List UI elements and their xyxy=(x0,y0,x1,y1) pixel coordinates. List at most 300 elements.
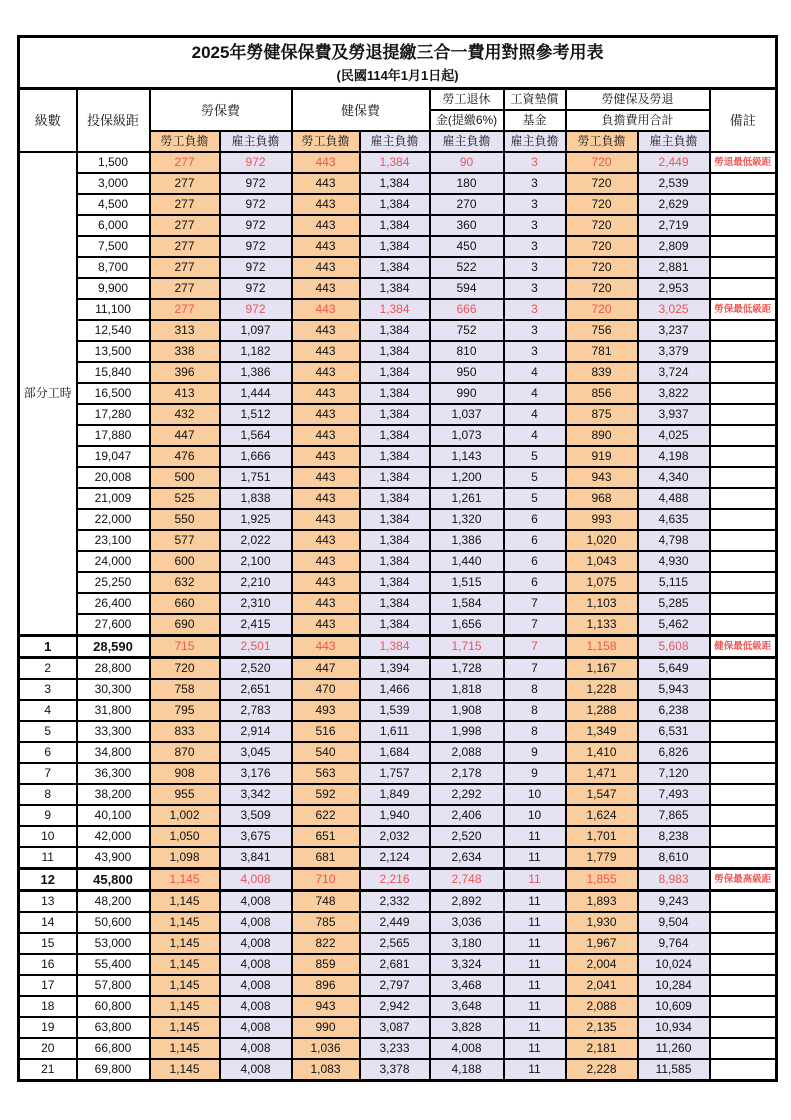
labor-employer-cell: 2,501 xyxy=(220,636,292,658)
wage-fund-employer-cell: 3 xyxy=(504,236,566,257)
subheader-wage-fund-employer: 雇主負擔 xyxy=(504,131,566,152)
bracket-cell: 63,800 xyxy=(77,1017,150,1038)
labor-employer-cell: 4,008 xyxy=(220,975,292,996)
total-employer-cell: 3,025 xyxy=(638,299,710,320)
wage-fund-employer-cell: 11 xyxy=(504,954,566,975)
total-worker-cell: 1,930 xyxy=(566,912,638,933)
total-worker-cell: 890 xyxy=(566,425,638,446)
remark-cell xyxy=(710,679,777,700)
pension-employer-cell: 1,073 xyxy=(430,425,504,446)
total-worker-cell: 1,967 xyxy=(566,933,638,954)
total-employer-cell: 3,822 xyxy=(638,383,710,404)
pension-employer-cell: 2,292 xyxy=(430,784,504,805)
bracket-cell: 42,000 xyxy=(77,826,150,847)
health-employer-cell: 1,394 xyxy=(360,658,430,680)
remark-cell xyxy=(710,891,777,913)
total-worker-cell: 720 xyxy=(566,173,638,194)
bracket-cell: 57,800 xyxy=(77,975,150,996)
wage-fund-employer-cell: 4 xyxy=(504,383,566,404)
pension-employer-cell: 450 xyxy=(430,236,504,257)
total-employer-cell: 4,488 xyxy=(638,488,710,509)
labor-worker-cell: 660 xyxy=(150,593,220,614)
bracket-cell: 16,500 xyxy=(77,383,150,404)
bracket-cell: 40,100 xyxy=(77,805,150,826)
wage-fund-employer-cell: 10 xyxy=(504,784,566,805)
wage-fund-employer-cell: 6 xyxy=(504,509,566,530)
pension-employer-cell: 950 xyxy=(430,362,504,383)
labor-worker-cell: 338 xyxy=(150,341,220,362)
bracket-cell: 4,500 xyxy=(77,194,150,215)
labor-worker-cell: 500 xyxy=(150,467,220,488)
labor-worker-cell: 1,145 xyxy=(150,1017,220,1038)
bracket-cell: 27,600 xyxy=(77,614,150,636)
labor-employer-cell: 2,651 xyxy=(220,679,292,700)
bracket-cell: 24,000 xyxy=(77,551,150,572)
total-worker-cell: 1,288 xyxy=(566,700,638,721)
bracket-cell: 7,500 xyxy=(77,236,150,257)
health-worker-cell: 443 xyxy=(292,383,360,404)
labor-worker-cell: 833 xyxy=(150,721,220,742)
wage-fund-employer-cell: 4 xyxy=(504,362,566,383)
remark-cell xyxy=(710,1059,777,1081)
health-employer-cell: 1,384 xyxy=(360,320,430,341)
labor-worker-cell: 1,145 xyxy=(150,933,220,954)
col-header-level: 級數 xyxy=(19,89,77,153)
table-row xyxy=(19,593,777,614)
health-worker-cell: 443 xyxy=(292,341,360,362)
health-worker-cell: 443 xyxy=(292,636,360,658)
health-employer-cell: 2,032 xyxy=(360,826,430,847)
wage-fund-employer-cell: 9 xyxy=(504,742,566,763)
health-employer-cell: 2,216 xyxy=(360,869,430,891)
health-worker-cell: 1,083 xyxy=(292,1059,360,1081)
pension-employer-cell: 2,178 xyxy=(430,763,504,784)
table-row xyxy=(19,636,777,658)
table-row xyxy=(19,152,777,173)
remark-cell: 勞保最低級距 xyxy=(710,299,777,320)
table-body xyxy=(19,152,777,1081)
bracket-cell: 53,000 xyxy=(77,933,150,954)
labor-employer-cell: 4,008 xyxy=(220,1038,292,1059)
subheader-labor-employer: 雇主負擔 xyxy=(220,131,292,152)
total-worker-cell: 2,004 xyxy=(566,954,638,975)
level-cell: 18 xyxy=(19,996,77,1017)
total-employer-cell: 9,243 xyxy=(638,891,710,913)
col-header-wage-fund-line2: 基金 xyxy=(504,110,566,131)
labor-worker-cell: 758 xyxy=(150,679,220,700)
wage-fund-employer-cell: 3 xyxy=(504,194,566,215)
labor-worker-cell: 277 xyxy=(150,173,220,194)
total-employer-cell: 2,809 xyxy=(638,236,710,257)
col-header-total-line2: 負擔費用合計 xyxy=(566,110,710,131)
health-employer-cell: 1,384 xyxy=(360,636,430,658)
health-worker-cell: 443 xyxy=(292,488,360,509)
labor-employer-cell: 972 xyxy=(220,152,292,173)
health-worker-cell: 896 xyxy=(292,975,360,996)
health-worker-cell: 443 xyxy=(292,278,360,299)
labor-employer-cell: 972 xyxy=(220,173,292,194)
total-employer-cell: 6,826 xyxy=(638,742,710,763)
remark-cell: 勞退最低級距 xyxy=(710,152,777,173)
remark-cell xyxy=(710,467,777,488)
level-cell: 15 xyxy=(19,933,77,954)
pension-employer-cell: 4,008 xyxy=(430,1038,504,1059)
bracket-cell: 38,200 xyxy=(77,784,150,805)
total-worker-cell: 720 xyxy=(566,278,638,299)
labor-worker-cell: 525 xyxy=(150,488,220,509)
total-employer-cell: 8,238 xyxy=(638,826,710,847)
health-worker-cell: 516 xyxy=(292,721,360,742)
table-row xyxy=(19,847,777,869)
wage-fund-employer-cell: 3 xyxy=(504,299,566,320)
labor-employer-cell: 1,182 xyxy=(220,341,292,362)
bracket-cell: 66,800 xyxy=(77,1038,150,1059)
labor-employer-cell: 1,564 xyxy=(220,425,292,446)
bracket-cell: 23,100 xyxy=(77,530,150,551)
table-row xyxy=(19,446,777,467)
remark-cell: 健保最低級距 xyxy=(710,636,777,658)
bracket-cell: 13,500 xyxy=(77,341,150,362)
labor-worker-cell: 476 xyxy=(150,446,220,467)
total-worker-cell: 1,893 xyxy=(566,891,638,913)
health-worker-cell: 943 xyxy=(292,996,360,1017)
wage-fund-employer-cell: 7 xyxy=(504,614,566,636)
table-row xyxy=(19,975,777,996)
labor-employer-cell: 2,415 xyxy=(220,614,292,636)
labor-employer-cell: 2,914 xyxy=(220,721,292,742)
health-employer-cell: 1,384 xyxy=(360,614,430,636)
pension-employer-cell: 270 xyxy=(430,194,504,215)
health-employer-cell: 2,797 xyxy=(360,975,430,996)
health-worker-cell: 651 xyxy=(292,826,360,847)
col-header-total-line1: 勞健保及勞退 xyxy=(566,89,710,111)
remark-cell xyxy=(710,425,777,446)
total-worker-cell: 875 xyxy=(566,404,638,425)
pension-employer-cell: 2,892 xyxy=(430,891,504,913)
health-employer-cell: 1,384 xyxy=(360,593,430,614)
labor-worker-cell: 870 xyxy=(150,742,220,763)
labor-employer-cell: 3,841 xyxy=(220,847,292,869)
pension-employer-cell: 1,998 xyxy=(430,721,504,742)
health-employer-cell: 1,384 xyxy=(360,173,430,194)
remark-cell xyxy=(710,404,777,425)
remark-cell xyxy=(710,362,777,383)
labor-employer-cell: 972 xyxy=(220,215,292,236)
bracket-cell: 31,800 xyxy=(77,700,150,721)
total-worker-cell: 2,088 xyxy=(566,996,638,1017)
table-title-block xyxy=(19,37,777,89)
total-employer-cell: 10,609 xyxy=(638,996,710,1017)
health-employer-cell: 1,611 xyxy=(360,721,430,742)
title-row xyxy=(19,37,777,89)
bracket-cell: 50,600 xyxy=(77,912,150,933)
total-worker-cell: 1,167 xyxy=(566,658,638,680)
total-employer-cell: 7,865 xyxy=(638,805,710,826)
pension-employer-cell: 2,088 xyxy=(430,742,504,763)
total-worker-cell: 2,181 xyxy=(566,1038,638,1059)
pension-employer-cell: 1,656 xyxy=(430,614,504,636)
health-employer-cell: 3,378 xyxy=(360,1059,430,1081)
bracket-cell: 30,300 xyxy=(77,679,150,700)
health-employer-cell: 1,757 xyxy=(360,763,430,784)
remark-cell xyxy=(710,721,777,742)
labor-employer-cell: 2,022 xyxy=(220,530,292,551)
bracket-cell: 45,800 xyxy=(77,869,150,891)
level-cell: 16 xyxy=(19,954,77,975)
bracket-cell: 17,880 xyxy=(77,425,150,446)
labor-employer-cell: 1,386 xyxy=(220,362,292,383)
level-cell: 17 xyxy=(19,975,77,996)
labor-worker-cell: 313 xyxy=(150,320,220,341)
health-employer-cell: 1,384 xyxy=(360,551,430,572)
remark-cell xyxy=(710,509,777,530)
remark-cell xyxy=(710,236,777,257)
total-employer-cell: 11,260 xyxy=(638,1038,710,1059)
total-worker-cell: 781 xyxy=(566,341,638,362)
health-employer-cell: 1,684 xyxy=(360,742,430,763)
health-worker-cell: 443 xyxy=(292,446,360,467)
labor-employer-cell: 3,342 xyxy=(220,784,292,805)
total-employer-cell: 11,585 xyxy=(638,1059,710,1081)
remark-cell xyxy=(710,194,777,215)
table-head xyxy=(19,37,777,153)
table-row xyxy=(19,215,777,236)
labor-employer-cell: 972 xyxy=(220,257,292,278)
bracket-cell: 28,590 xyxy=(77,636,150,658)
total-worker-cell: 919 xyxy=(566,446,638,467)
health-employer-cell: 1,466 xyxy=(360,679,430,700)
table-row xyxy=(19,742,777,763)
pension-employer-cell: 752 xyxy=(430,320,504,341)
labor-worker-cell: 277 xyxy=(150,152,220,173)
table-row xyxy=(19,763,777,784)
health-worker-cell: 493 xyxy=(292,700,360,721)
wage-fund-employer-cell: 5 xyxy=(504,467,566,488)
remark-cell xyxy=(710,826,777,847)
total-worker-cell: 1,779 xyxy=(566,847,638,869)
health-worker-cell: 710 xyxy=(292,869,360,891)
wage-fund-employer-cell: 6 xyxy=(504,551,566,572)
total-employer-cell: 6,531 xyxy=(638,721,710,742)
col-header-pension-line2: 金(提繳6%) xyxy=(430,110,504,131)
table-row xyxy=(19,320,777,341)
health-employer-cell: 1,539 xyxy=(360,700,430,721)
bracket-cell: 69,800 xyxy=(77,1059,150,1081)
wage-fund-employer-cell: 11 xyxy=(504,975,566,996)
labor-employer-cell: 1,666 xyxy=(220,446,292,467)
table-row xyxy=(19,404,777,425)
labor-employer-cell: 4,008 xyxy=(220,1017,292,1038)
table-row xyxy=(19,572,777,593)
labor-worker-cell: 1,145 xyxy=(150,891,220,913)
bracket-cell: 9,900 xyxy=(77,278,150,299)
health-employer-cell: 1,384 xyxy=(360,446,430,467)
remark-cell xyxy=(710,975,777,996)
health-employer-cell: 1,384 xyxy=(360,488,430,509)
bracket-cell: 34,800 xyxy=(77,742,150,763)
total-employer-cell: 4,025 xyxy=(638,425,710,446)
total-worker-cell: 1,410 xyxy=(566,742,638,763)
wage-fund-employer-cell: 11 xyxy=(504,1017,566,1038)
wage-fund-employer-cell: 11 xyxy=(504,1038,566,1059)
health-employer-cell: 2,942 xyxy=(360,996,430,1017)
labor-employer-cell: 2,100 xyxy=(220,551,292,572)
wage-fund-employer-cell: 6 xyxy=(504,530,566,551)
health-worker-cell: 443 xyxy=(292,614,360,636)
health-worker-cell: 443 xyxy=(292,257,360,278)
wage-fund-employer-cell: 3 xyxy=(504,173,566,194)
labor-employer-cell: 4,008 xyxy=(220,933,292,954)
page-subtitle: (民國114年1月1日起) xyxy=(336,68,459,83)
health-worker-cell: 785 xyxy=(292,912,360,933)
total-employer-cell: 4,340 xyxy=(638,467,710,488)
pension-employer-cell: 594 xyxy=(430,278,504,299)
health-worker-cell: 443 xyxy=(292,236,360,257)
health-employer-cell: 1,849 xyxy=(360,784,430,805)
pension-employer-cell: 2,406 xyxy=(430,805,504,826)
labor-employer-cell: 972 xyxy=(220,236,292,257)
total-employer-cell: 5,462 xyxy=(638,614,710,636)
pension-employer-cell: 1,728 xyxy=(430,658,504,680)
wage-fund-employer-cell: 3 xyxy=(504,341,566,362)
remark-cell xyxy=(710,912,777,933)
labor-worker-cell: 908 xyxy=(150,763,220,784)
total-worker-cell: 720 xyxy=(566,194,638,215)
labor-worker-cell: 1,098 xyxy=(150,847,220,869)
table-row xyxy=(19,891,777,913)
total-worker-cell: 720 xyxy=(566,299,638,320)
total-employer-cell: 2,449 xyxy=(638,152,710,173)
wage-fund-employer-cell: 7 xyxy=(504,636,566,658)
total-worker-cell: 1,228 xyxy=(566,679,638,700)
remark-cell xyxy=(710,996,777,1017)
table-row xyxy=(19,278,777,299)
total-employer-cell: 2,629 xyxy=(638,194,710,215)
health-employer-cell: 1,384 xyxy=(360,572,430,593)
total-worker-cell: 1,133 xyxy=(566,614,638,636)
pension-employer-cell: 2,634 xyxy=(430,847,504,869)
bracket-cell: 26,400 xyxy=(77,593,150,614)
bracket-cell: 17,280 xyxy=(77,404,150,425)
labor-worker-cell: 1,145 xyxy=(150,954,220,975)
wage-fund-employer-cell: 5 xyxy=(504,446,566,467)
health-worker-cell: 622 xyxy=(292,805,360,826)
wage-fund-employer-cell: 11 xyxy=(504,826,566,847)
labor-worker-cell: 632 xyxy=(150,572,220,593)
wage-fund-employer-cell: 3 xyxy=(504,257,566,278)
labor-worker-cell: 955 xyxy=(150,784,220,805)
labor-employer-cell: 2,783 xyxy=(220,700,292,721)
wage-fund-employer-cell: 8 xyxy=(504,700,566,721)
health-employer-cell: 1,384 xyxy=(360,299,430,320)
total-worker-cell: 1,701 xyxy=(566,826,638,847)
total-worker-cell: 1,075 xyxy=(566,572,638,593)
subheader-health-employer: 雇主負擔 xyxy=(360,131,430,152)
total-employer-cell: 3,379 xyxy=(638,341,710,362)
table-row xyxy=(19,362,777,383)
remark-cell xyxy=(710,173,777,194)
total-worker-cell: 1,855 xyxy=(566,869,638,891)
wage-fund-employer-cell: 11 xyxy=(504,996,566,1017)
wage-fund-employer-cell: 8 xyxy=(504,721,566,742)
bracket-cell: 28,800 xyxy=(77,658,150,680)
health-employer-cell: 1,384 xyxy=(360,152,430,173)
labor-employer-cell: 4,008 xyxy=(220,954,292,975)
health-employer-cell: 1,384 xyxy=(360,383,430,404)
level-cell: 10 xyxy=(19,826,77,847)
labor-worker-cell: 277 xyxy=(150,215,220,236)
table-row xyxy=(19,954,777,975)
health-worker-cell: 443 xyxy=(292,467,360,488)
total-worker-cell: 720 xyxy=(566,257,638,278)
health-employer-cell: 1,384 xyxy=(360,257,430,278)
health-employer-cell: 1,384 xyxy=(360,509,430,530)
table-row xyxy=(19,658,777,680)
pension-employer-cell: 3,324 xyxy=(430,954,504,975)
labor-worker-cell: 690 xyxy=(150,614,220,636)
total-employer-cell: 3,237 xyxy=(638,320,710,341)
labor-worker-cell: 720 xyxy=(150,658,220,680)
table-row xyxy=(19,721,777,742)
bracket-cell: 21,009 xyxy=(77,488,150,509)
table-row xyxy=(19,700,777,721)
total-worker-cell: 856 xyxy=(566,383,638,404)
total-worker-cell: 1,624 xyxy=(566,805,638,826)
total-worker-cell: 1,020 xyxy=(566,530,638,551)
remark-cell xyxy=(710,320,777,341)
labor-worker-cell: 277 xyxy=(150,236,220,257)
bracket-cell: 8,700 xyxy=(77,257,150,278)
total-employer-cell: 5,285 xyxy=(638,593,710,614)
health-worker-cell: 540 xyxy=(292,742,360,763)
wage-fund-employer-cell: 7 xyxy=(504,658,566,680)
health-employer-cell: 1,384 xyxy=(360,341,430,362)
labor-employer-cell: 3,176 xyxy=(220,763,292,784)
pension-employer-cell: 1,200 xyxy=(430,467,504,488)
table-row xyxy=(19,679,777,700)
pension-employer-cell: 1,715 xyxy=(430,636,504,658)
remark-cell xyxy=(710,1017,777,1038)
bracket-cell: 12,540 xyxy=(77,320,150,341)
subheader-health-worker: 勞工負擔 xyxy=(292,131,360,152)
total-worker-cell: 2,228 xyxy=(566,1059,638,1081)
total-worker-cell: 1,547 xyxy=(566,784,638,805)
table-row xyxy=(19,299,777,320)
health-worker-cell: 470 xyxy=(292,679,360,700)
remark-cell xyxy=(710,278,777,299)
bracket-cell: 20,008 xyxy=(77,467,150,488)
labor-employer-cell: 3,045 xyxy=(220,742,292,763)
table-row xyxy=(19,1017,777,1038)
remark-cell xyxy=(710,488,777,509)
level-cell: 7 xyxy=(19,763,77,784)
labor-employer-cell: 4,008 xyxy=(220,912,292,933)
labor-worker-cell: 447 xyxy=(150,425,220,446)
header-row-1 xyxy=(19,89,777,111)
labor-employer-cell: 972 xyxy=(220,194,292,215)
labor-worker-cell: 277 xyxy=(150,257,220,278)
health-worker-cell: 990 xyxy=(292,1017,360,1038)
labor-worker-cell: 1,145 xyxy=(150,975,220,996)
level-cell: 9 xyxy=(19,805,77,826)
total-worker-cell: 968 xyxy=(566,488,638,509)
table-row xyxy=(19,467,777,488)
remark-cell xyxy=(710,572,777,593)
level-cell: 6 xyxy=(19,742,77,763)
total-employer-cell: 2,719 xyxy=(638,215,710,236)
pension-employer-cell: 1,261 xyxy=(430,488,504,509)
pension-employer-cell: 2,748 xyxy=(430,869,504,891)
